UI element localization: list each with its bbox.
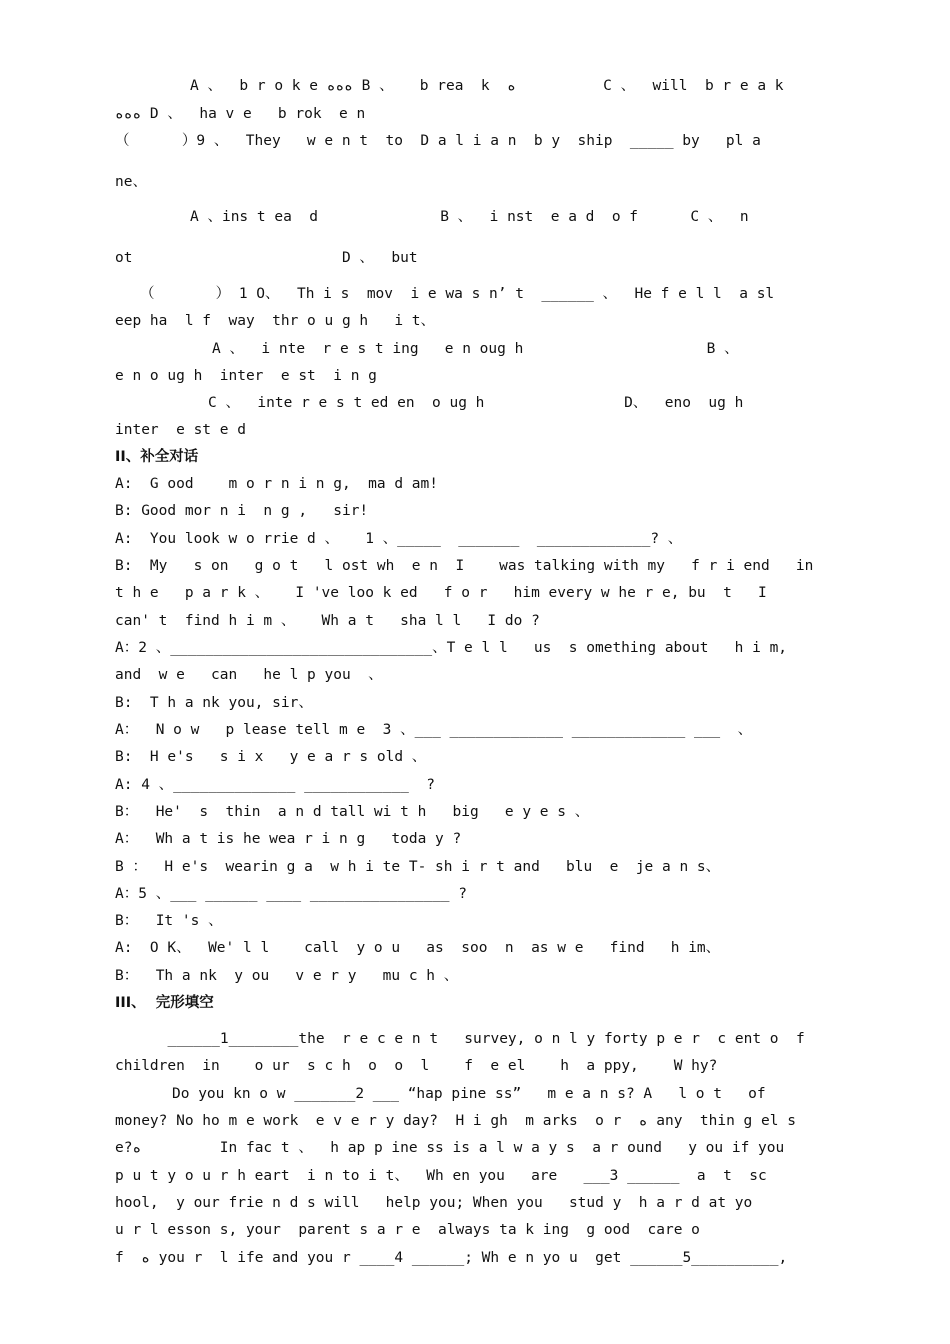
dialogue-line: A: O K、 We' l l call y o u as soo n as w e find h im、 bbox=[115, 940, 721, 956]
dialogue-line: B： He' s thin a n d tall wi t h big e y e s 、 bbox=[115, 804, 590, 820]
question-10-stem: （ ） 1 O、 Th i s mov i e wa s n’ t ______ 、 He f e l l a sl bbox=[140, 286, 775, 302]
cloze-line: u r l esson s, your parent s a r e always ta k ing g ood care o bbox=[115, 1222, 700, 1238]
dialogue-line: B: Good mor n i n g , sir! bbox=[115, 503, 369, 519]
q8-options-line-2: ﻩﻩﻩ D 、 ha v e b rok e n bbox=[115, 106, 366, 122]
question-10-option-d: inter e st e d bbox=[115, 422, 246, 438]
dialogue-line: A: You look w o rrie d 、 1 、_____ _______ _____________? 、 bbox=[115, 531, 683, 547]
dialogue-line: B: My s on g o t l ost wh e n I was talking with my f r i end in bbox=[115, 558, 814, 574]
question-9-options-cont: ot D 、 but bbox=[115, 250, 418, 266]
question-9-stem-cont: ne、 bbox=[115, 174, 147, 190]
dialogue-line: A：2 、______________________________、T e l l us s omething about h i m, bbox=[115, 640, 788, 656]
dialogue-line: B： Th a nk y ou v e r y mu c h 、 bbox=[115, 968, 459, 984]
dialogue-line: and w e can he l p you 、 bbox=[115, 667, 383, 683]
cloze-line: hool, y our frie n d s will help you; When you stud y h a r d at yo bbox=[115, 1195, 753, 1211]
dialogue-line: B ： H e's wearin g a w h i te T- sh i r t and blu e je a n s、 bbox=[115, 859, 721, 875]
dialogue-line: t h e p a r k 、 I 've loo k ed f o r him every w he r e, bu t I bbox=[115, 585, 767, 601]
dialogue-line: B: T h a nk you, sir、 bbox=[115, 695, 313, 711]
dialogue-line: B: H e's s i x y e a r s old 、 bbox=[115, 749, 427, 765]
question-10-option-a: A 、 i nte r e s t ing e n oug h B 、 bbox=[212, 341, 739, 357]
question-10-option-b: e n o ug h inter e st i n g bbox=[115, 368, 377, 384]
cloze-line: p u t y o u r h eart i n to i t、 Wh en you are ___3 ______ a t sc bbox=[115, 1168, 767, 1184]
section-3-heading: III、 完形填空 bbox=[115, 995, 214, 1011]
dialogue-line: A： Wh a t is he wea r i n g toda y ? bbox=[115, 831, 462, 847]
dialogue-line: can' t find h i m 、 Wh a t sha l l I do ? bbox=[115, 613, 540, 629]
cloze-line: f ﻩ you r l ife and you r ____4 ______; Wh e n yo u get ______5__________, bbox=[115, 1250, 788, 1266]
cloze-line: children in o ur s c h o o l f e el h a ppy, W hy? bbox=[115, 1058, 718, 1074]
dialogue-line: A：5 、___ ______ ____ ________________ ? bbox=[115, 886, 468, 902]
q8-options-line-1: A 、 b r o k e ﻩﻩﻩ B 、 b rea k ﻩ C 、 will b r e a k bbox=[190, 78, 784, 94]
section-2-heading: II、补全对话 bbox=[115, 449, 199, 465]
cloze-line: ______1________the r e c e n t survey, o n l y forty p e r c ent o f bbox=[150, 1031, 805, 1047]
question-10-stem-cont: eep ha l f way thr o u g h i t、 bbox=[115, 313, 436, 329]
cloze-line: money? No ho m e work e v e r y day? H i gh m arks o r ﻩ any thin g el s bbox=[115, 1113, 796, 1129]
dialogue-line: A: 4 、______________ ____________ ? bbox=[115, 777, 436, 793]
question-9-options: A 、ins t ea d B 、 i nst e a d o f C 、 n bbox=[190, 209, 749, 225]
dialogue-line: A: G ood m o r n i n g, ma d am! bbox=[115, 476, 439, 492]
question-9-stem: （ ）9 、 They w e n t to D a l i a n b y ship _____ by pl a bbox=[115, 133, 761, 149]
dialogue-line: B： It 's 、 bbox=[115, 913, 223, 929]
dialogue-line: A： N o w p lease tell m e 3 、___ _____________ _____________ ___ 、 bbox=[115, 722, 753, 738]
cloze-line: Do you kn o w _______2 ___ “hap pine ss” m e a n s? A l o t of bbox=[172, 1086, 766, 1102]
cloze-line: e?ﻩ In fac t 、 h ap p ine ss is a l w a y s a r ound y ou if you bbox=[115, 1140, 785, 1156]
question-10-option-c: C 、 inte r e s t ed en o ug h D、 eno ug h bbox=[208, 395, 744, 411]
